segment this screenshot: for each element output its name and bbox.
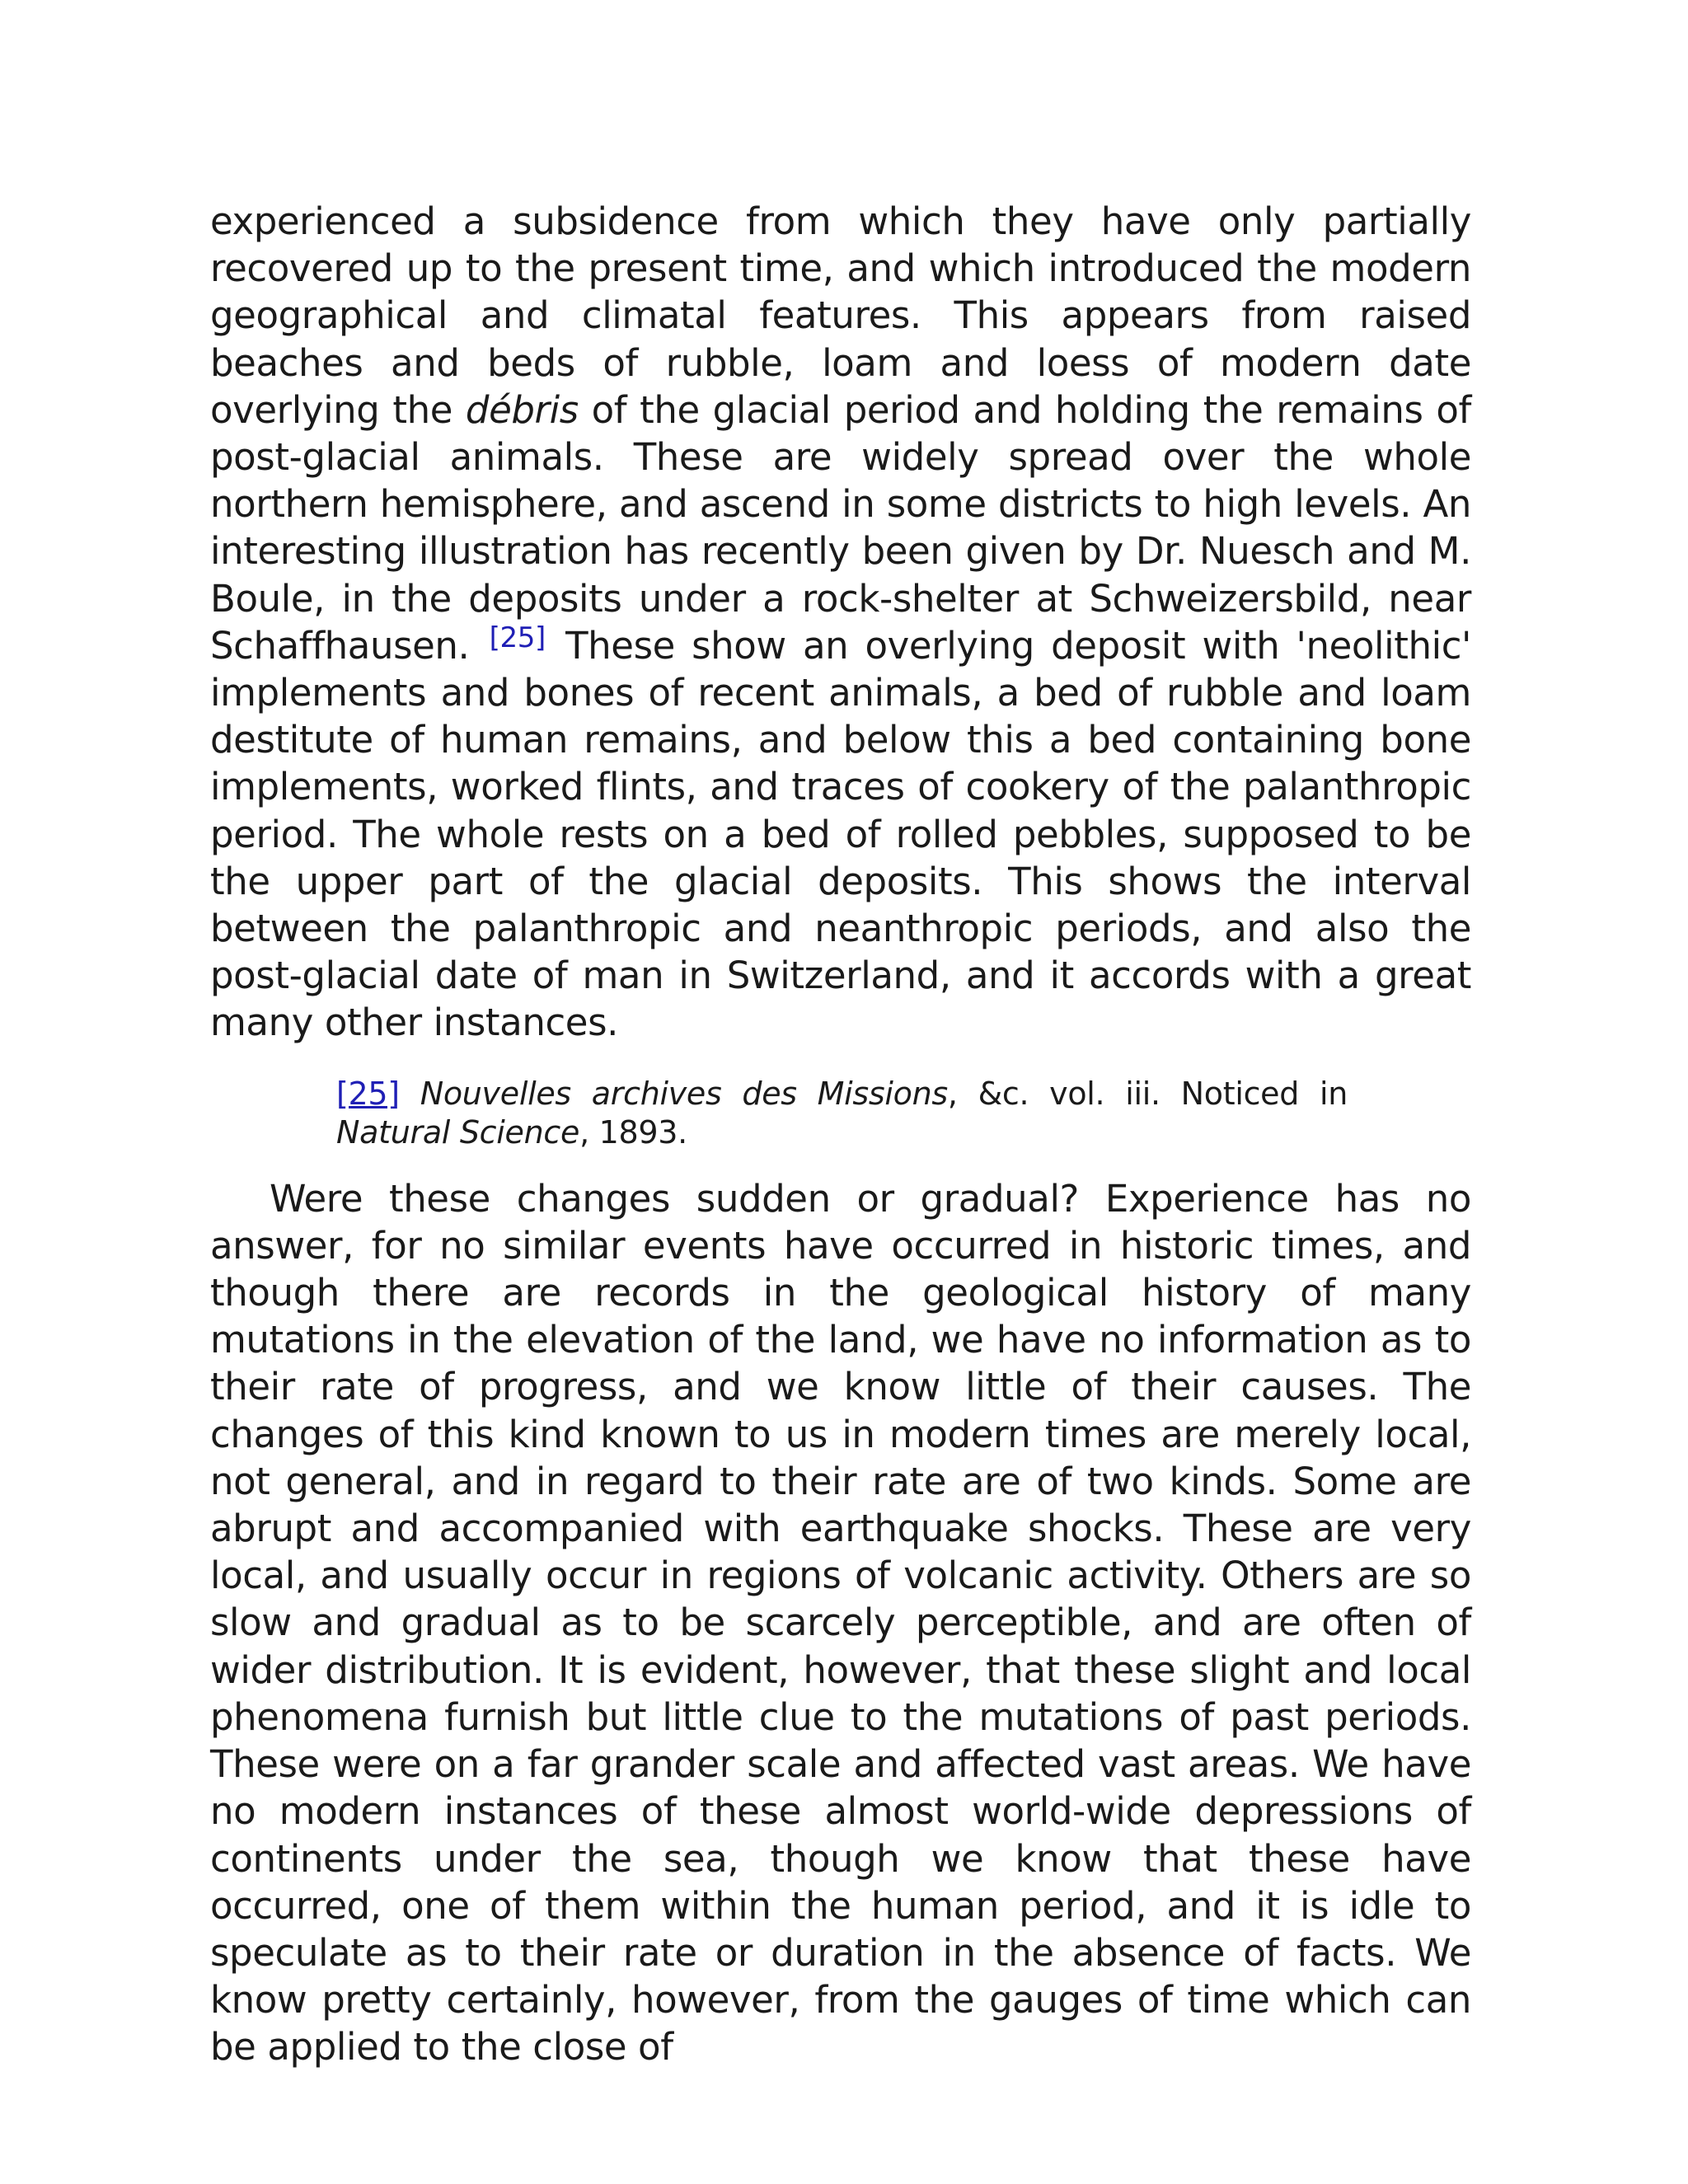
footnote-text-b: , 1893. <box>579 1113 687 1151</box>
page-content <box>210 198 1471 2071</box>
paragraph-1-italic-debris: débris <box>465 387 579 432</box>
paragraph-1-text-c: These show an overlying deposit with 'neolithic' implements and bones of recent animals, a bed of rubble and loam destitute of human remains, and below this a bed containing bone implements, worked flints, and traces of cookery of the palanthropic period. The whole rests on a bed of rolled pebbles, supposed to be the upper part of the glacial deposits. This shows the interval between the palanthropic and neanthropic periods, and also the post-glacial date of man in Switzerland, and it accords with a great many other instances. <box>210 623 1472 1045</box>
footnote-italic-journal: Natural Science <box>336 1113 580 1151</box>
footnote-25 <box>336 1075 1348 1152</box>
paragraph-1-text-b: of the glacial period and holding the remains of post-glacial animals. These are widely spread over the whole northern hemisphere, and ascend in some districts to high levels. An interesting illustration has recently been given by Dr. Nuesch and M. Boule, in the deposits under a rock-shelter at Schweizersbild, near Schaffhausen. <box>210 387 1471 668</box>
footnote-reference-link[interactable]: [25] <box>489 621 546 654</box>
paragraph-1-text-a: experienced a subsidence from which they have only partially recovered up to the present time, and which introduced the modern geographical and climatal features. This appears from raised beaches and beds of rubble, loam and loess of modern date overlying the <box>210 199 1471 432</box>
footnote-italic-title: Nouvelles archives des Missions <box>420 1075 948 1112</box>
footnote-back-link[interactable]: [25] <box>336 1075 400 1112</box>
paragraph-2: Were these changes sudden or gradual? Experience has no answer, for no similar events have occurred in historic times, and though there are records in the geological history of many mutations in the elevation of the land, we have no information as to their rate of progress, and we know little of their causes. The changes of this kind known to us in modern times are merely local, not general, and in regard to their rate are of two kinds. Some are abrupt and accompanied with earthquake shocks. These are very local, and usually occur in regions of volcanic activity. Others are so slow and gradual as to be scarcely perceptible, and are often of wider distribution. It is evident, however, that these slight and local phenomena furnish but little clue to the mutations of past periods. These were on a far grander scale and affected vast areas. We have no modern instances of these almost world-wide depressions of continents under the sea, though we know that these have occurred, one of them within the human period, and it is idle to speculate as to their rate or duration in the absence of facts. We know pretty certainly, however, from the gauges of time which can be applied to the close of <box>210 1176 1471 2069</box>
paragraph-1 <box>210 198 1471 1047</box>
footnote-text-a: , &c. vol. iii. Noticed in <box>947 1075 1348 1112</box>
